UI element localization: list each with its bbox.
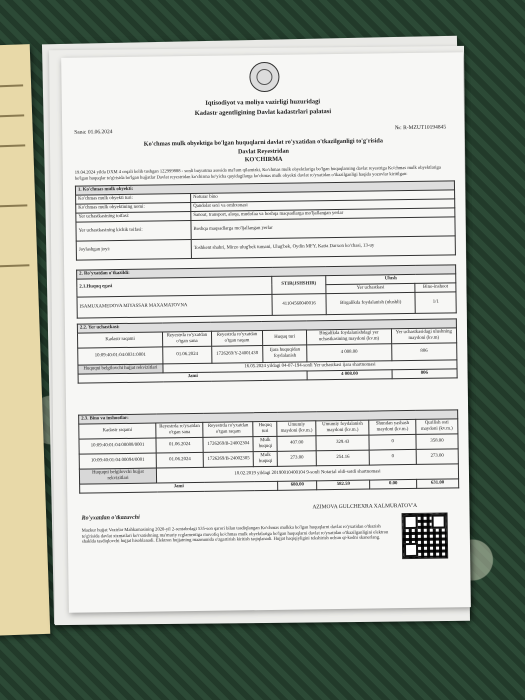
qr-code-icon[interactable] — [402, 512, 449, 559]
section-title: 2. Ro'yxatdan o'tkazildi: — [77, 265, 456, 279]
qr-finder — [404, 515, 418, 529]
title-line-1: Ko'chmas mulk obyektiga bo'lgan huquqlarni davlat ro'yxatidan o'tkazilganligi to'g'risida — [143, 137, 383, 148]
total-value: 806 — [392, 369, 458, 379]
background-booklet — [0, 44, 50, 636]
owner-stir: 41104560040016 — [272, 294, 326, 316]
row-value: Toshkent shahri, Mirzo ulug'bek tumani, Ulug'bek, Oydin MFY, Katta Darxon ko'chasi, 13-uy — [191, 236, 455, 259]
cell: 01.06.2024 — [156, 437, 204, 453]
row-value: Noturar bino — [191, 190, 455, 203]
cell: Ijara huquqidan foydalanish — [263, 345, 308, 363]
row-label: Joylashgan joyi: — [76, 239, 191, 260]
row-value: Boshqa maqsadlarga mo'ljallangan yerlar — [191, 217, 455, 240]
column-header: Kadastr raqami — [79, 423, 156, 439]
basis-value: 16.05.2024 yildagi 04-07-194-sonli Yer uchastkasi ijara shartnomasi — [163, 360, 457, 373]
cell: 10:09:40:01:04:00088/0001 — [79, 438, 156, 454]
row-label: Ko'chmas mulk obyektining nomi: — [76, 203, 191, 214]
column-header: Umumiy maydoni (kv.m.) — [277, 421, 316, 437]
cell: 4 008.00 — [307, 344, 391, 362]
column-header: Reyestrda ro'yxatdan o'tgan raqam — [203, 422, 253, 438]
column-header: Ulush — [326, 274, 456, 285]
column-header: Umumiy foydalanish maydoni (kv.m.) — [316, 420, 369, 436]
column-header: Kadastr raqami — [77, 332, 162, 348]
qr-finder — [432, 515, 446, 529]
document-date — [74, 129, 112, 136]
cell: 01.06.2024 — [163, 346, 212, 364]
booklet-line — [0, 84, 23, 87]
column-header: Bino-inshoot — [415, 283, 456, 293]
column-header: Reyestrda ro'yxatdan o'tgan sana — [162, 331, 211, 347]
booklet-line — [0, 264, 29, 267]
cell: 1726269/B-24002304 — [203, 437, 253, 453]
column-header: Reyestrda ro'yxatdan o'tgan sana — [156, 422, 204, 438]
date-label: Sana: — [74, 129, 87, 136]
cell: 10:09:40:01:04:0031:0001 — [78, 347, 163, 365]
total-value: 680.00 — [278, 481, 317, 491]
total-value: 631.00 — [417, 479, 459, 489]
registrar-name: AZIMOVA GULCHEXRA XALMURATOV'A — [312, 502, 418, 511]
cell: 1726269/Y-24001438 — [211, 346, 262, 364]
booklet-line — [0, 114, 24, 117]
title-line-3: KO'CHIRMA — [244, 155, 283, 164]
document-sheet — [61, 52, 471, 613]
cell: 10:09:40:01:04:00094/0001 — [79, 453, 156, 469]
column-header: Huquq turi — [253, 421, 277, 436]
column-header: Yer uchastkasi — [326, 283, 416, 293]
row-value: Qandolat sexi va ombxonasi — [191, 199, 455, 212]
cell: 329.43 — [316, 435, 369, 451]
buildings-table — [78, 409, 459, 493]
column-header: Qurilish osti maydoni (kv.m.) — [416, 419, 458, 435]
column-header: STIR(JSHSHIR) — [272, 276, 326, 295]
column-header: Shundan yashash maydoni (kv.m.) — [369, 419, 416, 435]
document-number — [395, 124, 446, 132]
total-label: Jami — [80, 481, 278, 493]
cell: 358.00 — [416, 434, 458, 450]
row-label: Yer uchastkasining kichik toifasi: — [76, 220, 191, 241]
intro-paragraph: 19.04.2024 yilda DXM 4 orqali kelib tushgan 122999888 - sonli buyurtma asosida ma'lum qilamizki, Ko'chmas mulk obyektlariga bo'lgan huquqlarning davlat reyestriga Ko'chmas mulk obyektlariga bo'lgan huquqlar to'g'risida bo'lgan hujjatlar Davlat reyestridan ko'chirma bo'yicha quyidagilarga ko'chmas mulk obyekti davlat ro'yxatidan o'tkazilganligi haqida yozuvlar kiritilgan: — [74, 164, 441, 181]
owner-table — [76, 264, 457, 318]
cell: 806 — [391, 343, 457, 361]
basis-label: Huquqni belgilovchi hujjat rekvizitlari — [78, 364, 163, 374]
total-value: 582.59 — [317, 480, 370, 490]
total-label: Jami — [78, 371, 307, 383]
row-label: Yer uchastkasining toifasi: — [76, 211, 191, 222]
cell: 254.16 — [316, 450, 369, 466]
column-header: Huquq turi — [262, 330, 307, 346]
land-table — [77, 318, 458, 383]
title-line-2: Davlat Reyestridan — [237, 147, 290, 156]
booklet-line — [0, 204, 27, 207]
state-emblem-icon — [249, 62, 279, 92]
share-value: 1/1 — [415, 292, 456, 314]
basis-label: Huquqni belgilovchi hujjat rekvizitlari — [79, 468, 156, 484]
row-value: Sanoat, transport, aloqa, mudofaa va boshqa maqsadlarga mo'ljallangan yerlar — [191, 208, 455, 221]
date-value: 01.06.2024 — [87, 129, 113, 136]
agency-line: Kadastr agentligining Davlat kadastrlari palatasi — [194, 108, 332, 117]
reg-label: №: — [394, 125, 402, 132]
column-header: Yer uchastkasidagi ulushning maydoni (kv.m) — [391, 328, 457, 344]
cell: 273.00 — [416, 449, 458, 465]
reg-value: R-MZUT10194845 — [403, 124, 447, 132]
table-row — [77, 292, 456, 318]
row-label: Ko'chmas mulk obyekti turi: — [76, 194, 191, 205]
qr-finder — [404, 543, 418, 557]
cell: 0 — [369, 434, 416, 450]
total-value: 4 008.00 — [307, 370, 391, 380]
basis-value: 18.02.2019 yildagi 20190010400104 9-sonli Notarial oldi-sotdi shartnomasi — [156, 464, 458, 483]
cell: Mulk huquqi — [253, 451, 277, 466]
column-header: Birgalikda foydalanishdagi yer uchastkasining maydoni (kv.m) — [307, 329, 391, 345]
cell: 0 — [369, 449, 416, 465]
section-title: 2.2. Yer uchastkasi: — [77, 319, 456, 333]
booklet-line — [0, 144, 25, 147]
cell: Mulk huquqi — [253, 436, 277, 451]
registrar-title: Ro'yxatdan o'tkazuvchi — [81, 514, 140, 522]
ministry-line: Iqtisodiyot va moliya vazirligi huzuridagi — [205, 98, 321, 107]
share-type: Birgalikda foydalanish (ulushli) — [326, 292, 416, 314]
subsection-title: 2.1.Huquq egasi — [77, 276, 272, 297]
cell: 273.00 — [278, 451, 317, 467]
total-value: 0.00 — [370, 479, 417, 489]
section-title: 2.3. Bino va inshootlar: — [79, 410, 458, 424]
section-title: 1. Ko'chmas mulk obyekti: — [75, 181, 454, 195]
object-table — [75, 180, 456, 260]
cell: 01.06.2024 — [156, 452, 204, 468]
owner-name: ISAMUXAMEDOVA MIYASSAR MAXAMATOVNA — [77, 294, 272, 318]
legal-notice: Mazkur hujjat Vazirlar Mahkamasining 2020-yil 2-sentabrdagi 535-son qarori bilan tasdiqlangan Ko'chmas mulkka bo'lgan huquqlarni davlat ro'yxatidan o'tkazish to'g'risida davlat xizmatlari ko'rsatishning ma'muriy reglamentiga muvofiq ko'chmas mulk obyektlariga bo'lgan huquqlarni davlat ro'yxatidan o'tkazilganligini elektron shaklda tasdiqlovchi hujjat hisoblanadi. Elektron hujjatning mazmunida o'zgartirish kiritish taqiqlanadi. Hujjat haqiqiyligini tekshirish uchun qr-kodni skanerlang. — [81, 523, 389, 545]
table-row — [76, 236, 455, 260]
cell: 1726269/B-24002305 — [204, 452, 254, 468]
column-header: Reyestrda ro'yxatdan o'tgan raqam — [211, 331, 262, 347]
cell: 407.00 — [277, 436, 316, 452]
